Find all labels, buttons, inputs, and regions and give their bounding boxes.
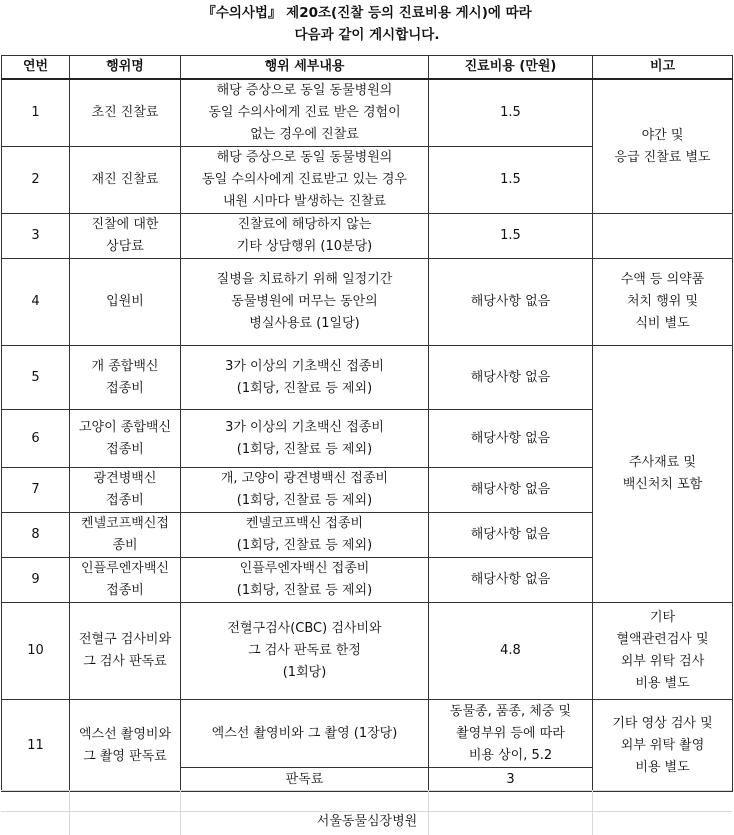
row-detail: 질병을 치료하기 위해 일정기간 동물병원에 머무는 동안의 병실사용료 (1일당) [181,259,429,346]
row-note: 야간 및 응급 진찰료 별도 [593,79,733,214]
header-note: 비고 [593,56,733,80]
row-no: 1 [2,79,70,147]
row-cost: 해당사항 없음 [429,468,593,513]
row-cost: 해당사항 없음 [429,558,593,603]
header-cost: 진료비용 (만원) [429,56,593,80]
row-detail: 3가 이상의 기초백신 접종비 (1회당, 진찰료 등 제외) [181,346,429,410]
row-detail: 해당 증상으로 동일 동물병원의 동일 수의사에게 진료받고 있는 경우 내원 시마다 발생하는 진찰료 [181,147,429,214]
row-cost: 동물종, 품종, 체중 및 촬영부위 등에 따라 비용 상이, 5.2 [429,700,593,768]
row-detail: 진찰료에 해당하지 않는 기타 상담행위 (10분당) [181,214,429,259]
title-line-1: 『수의사법』 제20조(진찰 등의 진료비용 게시)에 따라 [202,5,532,21]
row-detail: 엑스선 촬영비와 그 촬영 (1장당) [181,700,429,768]
row-note [593,214,733,259]
row-act: 엑스선 촬영비와 그 촬영 판독료 [70,700,181,792]
row-detail: 3가 이상의 기초백신 접종비 (1회당, 진찰료 등 제외) [181,410,429,468]
table-row [2,603,733,700]
header-act: 행위명 [70,56,181,80]
table-row [2,700,733,768]
notice-title [0,0,734,54]
row-cost: 1.5 [429,147,593,214]
row-cost: 1.5 [429,214,593,259]
row-note: 수액 등 의약품 처치 행위 및 식비 별도 [593,259,733,346]
row-cost: 해당사항 없음 [429,346,593,410]
row-no: 4 [2,259,70,346]
row-act: 광견병백신 접종비 [70,468,181,513]
row-act: 고양이 종합백신 접종비 [70,410,181,468]
row-act: 켄넬코프백신접 종비 [70,513,181,558]
row-note: 주사재료 및 백신처치 포함 [593,346,733,603]
row-no: 9 [2,558,70,603]
row-detail: 개, 고양이 광견병백신 접종비 (1회당, 진찰료 등 제외) [181,468,429,513]
table-header-row [2,56,733,80]
row-act: 재진 진찰료 [70,147,181,214]
row-detail: 전혈구검사(CBC) 검사비와 그 검사 판독료 한정 (1회당) [181,603,429,700]
row-note: 기타 혈액관련검사 및 외부 위탁 검사 비용 별도 [593,603,733,700]
row-act: 개 종합백신 접종비 [70,346,181,410]
title-line-2: 다음과 같이 게시합니다. [294,27,440,43]
row-no: 10 [2,603,70,700]
sheet-gridline [1,790,732,791]
row-detail-reading: 판독료 [181,768,429,792]
row-no: 5 [2,346,70,410]
row-no: 11 [2,700,70,792]
row-detail: 켄넬코프백신 접종비 (1회당, 진찰료 등 제외) [181,513,429,558]
row-no: 7 [2,468,70,513]
row-detail: 해당 증상으로 동일 동물병원의 동일 수의사에게 진료 받은 경험이 없는 경우에 진찰료 [181,79,429,147]
row-cost-reading: 3 [429,768,593,792]
header-no: 연번 [2,56,70,80]
row-act: 인플루엔자백신 접종비 [70,558,181,603]
row-cost: 해당사항 없음 [429,513,593,558]
row-cost: 1.5 [429,79,593,147]
row-act: 입원비 [70,259,181,346]
fee-table [1,55,733,792]
table-row [2,259,733,346]
row-act: 진찰에 대한 상담료 [70,214,181,259]
table-row [2,214,733,259]
row-no: 2 [2,147,70,214]
row-cost: 해당사항 없음 [429,410,593,468]
row-no: 6 [2,410,70,468]
row-no: 8 [2,513,70,558]
table-row [2,346,733,410]
row-cost: 해당사항 없음 [429,259,593,346]
hospital-name: 서울동물심장병원 [316,814,418,829]
row-act: 전혈구 검사비와 그 검사 판독료 [70,603,181,700]
row-no: 3 [2,214,70,259]
row-act: 초진 진찰료 [70,79,181,147]
header-detail: 행위 세부내용 [181,56,429,80]
row-detail: 인플루엔자백신 접종비 (1회당, 진찰료 등 제외) [181,558,429,603]
row-note: 기타 영상 검사 및 외부 위탁 촬영 비용 별도 [593,700,733,792]
table-row [2,79,733,147]
row-cost: 4.8 [429,603,593,700]
